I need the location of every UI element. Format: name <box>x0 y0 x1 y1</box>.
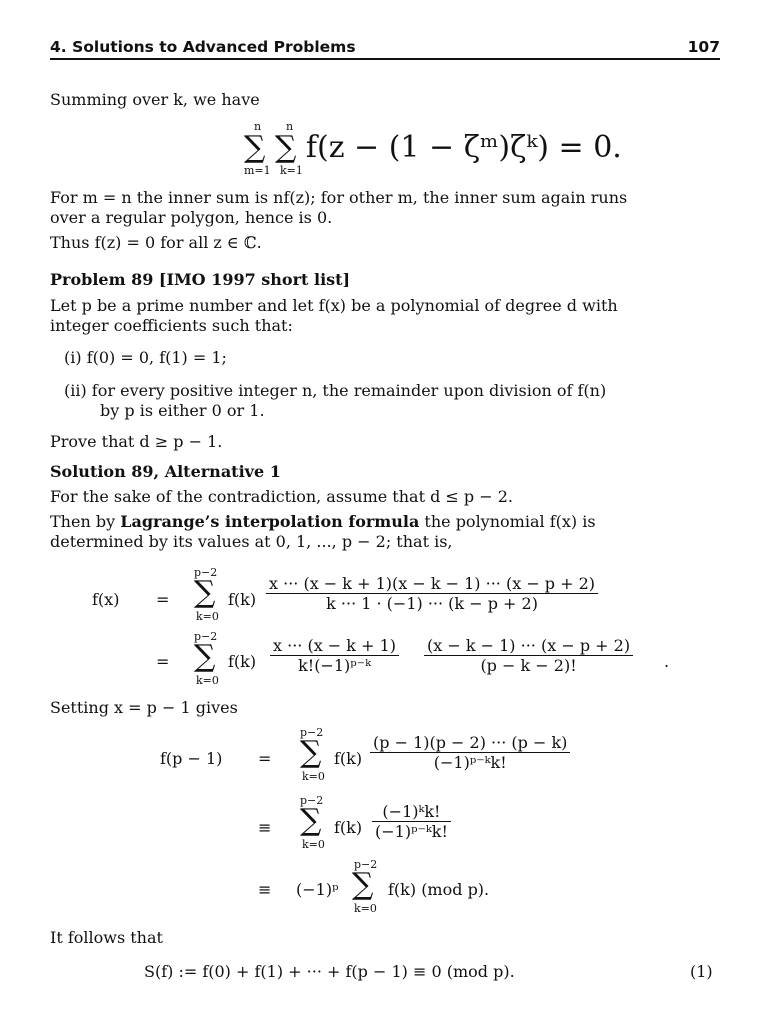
solution-title: Solution 89, Alternative 1 <box>50 462 281 481</box>
equation-number: (1) <box>690 962 713 981</box>
page-number: 107 <box>687 38 720 56</box>
text-line: Summing over k, we have <box>50 90 260 109</box>
problem-title: Problem 89 [IMO 1997 short list] <box>50 270 351 289</box>
section-title: 4. Solutions to Advanced Problems <box>50 38 356 56</box>
fraction: $\frac{(p - 1)(p - 2) \cdot\cdot\cdot (p - k)}{\text{(−1)ᵖ⁻ᵏk!}}$ <box>370 733 570 772</box>
final-equation: S(f) := f(0) + f(1) + ··· + f(p − 1) ≡ 0 (mod p). <box>144 962 515 981</box>
condition-ii: (ii) for every positive integer n, the remainder upon division of f(n) <box>64 381 607 400</box>
fraction: $\frac{x \cdot\cdot\cdot (x - k + 1)}{\text{k!(−1)ᵖ⁻ᵏ}}$ <box>270 636 399 675</box>
text-line: integer coefficients such that: <box>50 316 293 335</box>
text-line: Let p be a prime number and let f(x) be a polynomial of degree d with <box>50 296 618 315</box>
fraction: $\frac{(x - k - 1) \cdot\cdot\cdot (x - p + 2)}{(p - k - 2)!}$ <box>424 636 633 675</box>
fraction: $\frac{x \cdot\cdot\cdot (x - k + 1)(x - k - 1) \cdot\cdot\cdot (x - p + 2)}{k \cdot\cdot\cdot 1 \cdot (-1) \cdot\cdot\cdot (k - p + 2)}$ <box>266 574 598 613</box>
sigma: ∑ <box>194 575 216 610</box>
text-line: For m = n the inner sum is nf(z); for other m, the inner sum again runs <box>50 188 628 207</box>
running-header <box>50 36 720 60</box>
text-line: For the sake of the contradiction, assume that d ≤ p − 2. <box>50 487 513 506</box>
equals: = <box>156 590 170 609</box>
text-line: Then by Lagrange’s interpolation formula the polynomial f(x) is <box>50 512 596 531</box>
text-line: Setting x = p − 1 gives <box>50 698 238 717</box>
text-line: over a regular polygon, hence is 0. <box>50 208 333 227</box>
fraction: $\frac{\text{(−1)ᵏk!}}{\text{(−1)ᵖ⁻ᵏk!}}$ <box>372 802 451 841</box>
condition-ii-cont: by p is either 0 or 1. <box>100 401 265 420</box>
text-line: It follows that <box>50 928 163 947</box>
equation-lhs: f(x) <box>92 590 120 609</box>
text-line: Prove that d ≥ p − 1. <box>50 432 223 451</box>
document-page: 4. Solutions to Advanced Problems 107 Summing over k, we have n n m=1 k=1 ∑ ∑ f(z − (1 − ζᵐ)ζᵏ) = 0. For m = n the inner sum is nf(z); for other m, the inner sum again runs over a regular polygon, hence is 0. Thus f(z) = 0 for all z ∈ ℂ. Problem 89 [IMO 1997 short list] Let p be a prime number and let f(x) be a polynomial of degree d with integer coefficients such that: (i) f(0) = 0, f(1) = 1; (ii) for every positive integer n, the remainder upon division of f(n) by p is either 0 or 1. Prove that d ≥ p − 1. Solution 89, Alternative 1 For the sake of the contradiction, assume that d ≤ p − 2. Then by Lagrange’s interpolation formula the polynomial f(x) is determined by its values at 0, 1, ..., p − 2; that is, f(x) = p−2 ∑ k=0 f(k) $\frac{x \cdot\cdot\cdot (x - k + 1)(x - k - 1) \cdot\cdot\cdot (x - p + 2)}{k \cdot\cdot\cdot 1 \cdot (-1) \cdot\cdot\cdot (k - p + 2)}$ = p−2 ∑ k=0 f(k) $\frac{x \cdot\cdot\cdot (x - k + 1)}{\text{k!(−1)ᵖ⁻ᵏ}}$ $\frac{(x - k - 1) \cdot\cdot\cdot (x - p + 2)}{(p - k - 2)!}$ . Setting x = p − 1 gives f(p − 1) = p−2 ∑ k=0 f(k) $\frac{(p - 1)(p - 2) \cdot\cdot\cdot (p - k)}{\text{(−1)ᵖ⁻ᵏk!}}$ ≡ p−2 ∑ k=0 f(k) $\frac{\text{(−1)ᵏk!}}{\text{(−1)ᵖ⁻ᵏk!}}$ ≡ (−1)ᵖ p−2 ∑ k=0 f(k) (mod p). It follows that S(f) := f(0) + f(1) + ··· + f(p − 1) ≡ 0 (mod p). (1) <box>50 38 720 981</box>
condition-i: (i) f(0) = 0, f(1) = 1; <box>64 348 227 367</box>
text-line: Thus f(z) = 0 for all z ∈ ℂ. <box>50 233 262 252</box>
text-line: determined by its values at 0, 1, ..., p − 2; that is, <box>50 532 453 551</box>
